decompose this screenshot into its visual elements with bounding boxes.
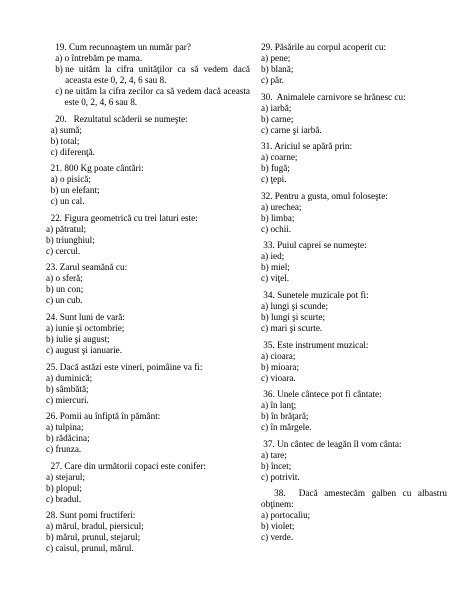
option-text: total; <box>60 135 80 146</box>
option-text: păr. <box>270 75 284 85</box>
option-text: ied; <box>270 251 285 262</box>
question-item <box>261 439 447 483</box>
answer-option <box>46 196 250 207</box>
answer-option <box>46 174 250 185</box>
option-letter: b) <box>261 262 271 273</box>
option-letter: a) <box>46 223 56 234</box>
option-letter: c) <box>46 146 61 157</box>
answer-option <box>46 125 250 136</box>
option-text: cioara; <box>270 350 296 361</box>
option-text: iunie şi octombrie; <box>55 322 125 333</box>
option-text: viţel. <box>270 273 290 284</box>
option-letter: a) <box>46 174 61 185</box>
option-text: triunghiul; <box>55 234 95 245</box>
question-stem: 37. Un cântec de leagăn îl vom cânta: <box>261 438 402 449</box>
option-letter: a) <box>261 251 271 262</box>
option-letter: b) <box>46 284 56 295</box>
option-text: mărul, bradul, piersicul; <box>55 521 144 532</box>
question-stem: 33. Puiul caprei se numeşte: <box>261 240 367 251</box>
question-item <box>261 240 447 284</box>
answer-option <box>46 86 250 108</box>
option-letter: c) <box>46 196 61 207</box>
question-item <box>261 389 447 433</box>
question-stem: 32. Pentru a gusta, omul foloseşte: <box>261 190 388 201</box>
answer-option <box>261 262 447 273</box>
question-item <box>261 42 447 86</box>
answer-option <box>261 400 447 411</box>
answer-option <box>261 422 447 433</box>
option-letter: c) <box>46 295 56 306</box>
option-letter: c) <box>261 471 271 482</box>
option-letter: c) <box>46 444 56 455</box>
option-letter: c) <box>261 422 271 433</box>
answer-option <box>46 384 250 395</box>
option-letter: b) <box>46 383 56 394</box>
option-letter: b) <box>261 521 271 532</box>
option-text: ochii. <box>270 223 292 234</box>
option-letter: c) <box>261 223 271 234</box>
option-letter: a) <box>261 53 271 63</box>
question-item <box>46 262 250 306</box>
option-letter: b) <box>46 532 56 543</box>
question-item <box>46 163 250 207</box>
option-letter: c) <box>46 86 65 96</box>
answer-option <box>261 532 447 543</box>
question-stem: 27. Care din următorii copaci este conifer: <box>46 460 206 471</box>
answer-option <box>261 472 447 483</box>
option-letter: a) <box>261 510 271 521</box>
question-item <box>46 114 250 158</box>
question-item <box>261 191 447 235</box>
answer-option <box>261 510 447 521</box>
option-text: vioara. <box>270 372 296 383</box>
option-letter: b) <box>46 333 56 344</box>
option-letter: b) <box>46 234 56 245</box>
option-letter: b) <box>261 64 271 74</box>
answer-option <box>261 103 447 114</box>
answer-option <box>261 125 447 136</box>
answer-option <box>46 521 250 532</box>
answer-option <box>46 246 250 257</box>
answer-option <box>46 273 250 284</box>
option-text: blană; <box>270 64 294 74</box>
option-letter: b) <box>261 163 271 174</box>
option-text: carne; <box>270 113 294 124</box>
option-letter: c) <box>46 543 56 554</box>
option-text: încet; <box>270 460 292 471</box>
question-stem: 30. Animalele carnivore se hrănesc cu: <box>261 91 406 102</box>
option-letter: c) <box>46 245 56 256</box>
option-text: sâmbătă; <box>55 383 89 394</box>
option-text: urechea; <box>270 201 302 212</box>
answer-option <box>261 351 447 362</box>
option-text: frunza. <box>55 444 82 455</box>
option-letter: b) <box>46 433 56 444</box>
question-stem: 20. Rezultatul scăderii se numeşte: <box>46 113 188 124</box>
option-letter: b) <box>46 482 56 493</box>
option-text: iarbă; <box>270 102 292 113</box>
answer-option <box>261 323 447 334</box>
option-text: bradul. <box>55 493 82 504</box>
option-letter: a) <box>261 152 271 163</box>
option-letter: b) <box>261 361 271 372</box>
option-letter: a) <box>46 422 56 433</box>
question-item <box>46 312 250 356</box>
question-item <box>46 213 250 257</box>
option-text: în lanţ; <box>270 400 297 411</box>
answer-option <box>46 395 250 406</box>
option-text: rădăcina; <box>55 433 90 444</box>
answer-option <box>261 411 447 422</box>
option-letter: c) <box>261 174 271 185</box>
question-stem: 22. Figura geometrică cu trei laturi este: <box>46 212 198 223</box>
answer-option <box>46 295 250 306</box>
option-letter: b) <box>261 311 271 322</box>
option-letter: a) <box>261 102 271 113</box>
answer-option <box>261 224 447 235</box>
option-letter: c) <box>261 124 271 135</box>
option-text: o întrebăm pe mama. <box>64 53 143 63</box>
option-text: mărul, prunul, stejarul; <box>55 532 141 543</box>
question-item <box>261 92 447 136</box>
option-text: limba; <box>270 212 295 223</box>
answer-option <box>261 202 447 213</box>
answer-option <box>46 373 250 384</box>
option-letter: a) <box>46 471 56 482</box>
answer-option <box>46 136 250 147</box>
option-text: un cal. <box>60 196 85 207</box>
answer-option <box>261 373 447 384</box>
option-letter: a) <box>46 124 61 135</box>
option-text: duminică; <box>55 372 93 383</box>
question-item <box>46 411 250 455</box>
option-letter: b) <box>261 212 271 223</box>
answer-option <box>261 64 447 75</box>
option-letter: c) <box>261 75 271 85</box>
question-item <box>261 340 447 384</box>
option-text: miel; <box>270 262 290 273</box>
option-letter: b) <box>46 135 61 146</box>
answer-option <box>261 213 447 224</box>
option-letter: a) <box>261 201 271 212</box>
answer-option <box>261 461 447 472</box>
option-text: lungi şi scurte; <box>270 311 326 322</box>
answer-option <box>46 323 250 334</box>
option-text: cercul. <box>55 245 81 256</box>
answer-option <box>46 224 250 235</box>
question-stem: 36. Unele cântece pot fi cântate: <box>261 389 382 400</box>
option-text: potrivit. <box>270 471 300 482</box>
option-text: un elefant; <box>60 185 100 196</box>
question-stem: 24. Sunt luni de vară: <box>46 311 125 322</box>
option-letter: a) <box>261 449 271 460</box>
option-text: violet; <box>270 521 295 532</box>
answer-option <box>46 284 250 295</box>
answer-option <box>261 273 447 284</box>
option-letter: c) <box>46 493 56 504</box>
question-item <box>261 141 447 185</box>
option-text: pătratul; <box>55 223 87 234</box>
option-text: un cub. <box>55 295 83 306</box>
question-stem: 19. Cum recunoaştem un număr par? <box>46 42 191 52</box>
answer-option <box>261 312 447 323</box>
question-stem: 28. Sunt pomi fructiferi: <box>46 510 136 521</box>
option-text: iulie şi august; <box>55 333 110 344</box>
option-letter: b) <box>261 460 271 471</box>
question-item <box>46 510 250 554</box>
option-text: pene; <box>270 53 291 63</box>
option-letter: b) <box>261 113 271 124</box>
answer-option <box>261 521 447 532</box>
question-stem: 23. Zarul seamănă cu: <box>46 262 128 273</box>
option-letter: a) <box>46 53 65 63</box>
option-letter: c) <box>261 322 271 333</box>
option-text: carne şi iarbă. <box>270 124 322 135</box>
option-text: ţepi. <box>270 174 287 185</box>
answer-option <box>261 251 447 262</box>
answer-option <box>261 301 447 312</box>
option-letter: a) <box>261 400 271 411</box>
answer-option <box>46 433 250 444</box>
question-item <box>261 290 447 334</box>
question-item <box>46 362 250 406</box>
option-letter: a) <box>46 322 56 333</box>
answer-option <box>46 345 250 356</box>
option-text: tulpina; <box>55 422 84 433</box>
option-text: ne uităm la cifra zecilor ca să vedem dacă aceasta este 0, 2, 4, 6 sau 8. <box>64 86 250 107</box>
option-letter: a) <box>46 372 56 383</box>
option-text: o sferă; <box>55 273 83 284</box>
option-text: verde. <box>270 532 294 543</box>
option-text: o pisică; <box>60 174 91 185</box>
question-stem: 21. 800 Kg poate cântări: <box>46 163 144 174</box>
option-text: diferenţă. <box>60 146 95 157</box>
answer-option <box>46 532 250 543</box>
option-letter: a) <box>46 521 56 532</box>
answer-option <box>46 444 250 455</box>
left-question-column <box>46 42 250 560</box>
option-letter: c) <box>261 532 271 543</box>
answer-option <box>46 64 250 86</box>
question-stem: 26. Pomii au înfiptă în pământ: <box>46 411 161 422</box>
option-letter: b) <box>46 64 66 74</box>
answer-option <box>46 483 250 494</box>
option-text: miercuri. <box>55 394 89 405</box>
option-text: un con; <box>55 284 84 295</box>
option-text: sumă; <box>60 124 82 135</box>
answer-option <box>261 53 447 64</box>
option-text: august şi ianuarie. <box>55 344 123 355</box>
question-item <box>46 42 250 108</box>
option-text: coarne; <box>270 152 298 163</box>
answer-option <box>46 543 250 554</box>
answer-option <box>261 152 447 163</box>
option-text: stejarul; <box>55 471 86 482</box>
option-text: plopul; <box>55 482 82 493</box>
option-text: lungi şi scunde; <box>270 300 329 311</box>
answer-option <box>261 362 447 373</box>
option-letter: c) <box>46 394 56 405</box>
answer-option <box>46 53 250 64</box>
option-text: ne uităm la cifra unităţilor ca să vedem dacă aceasta este 0, 2, 4, 6 sau 8. <box>65 64 250 85</box>
option-text: portocaliu; <box>270 510 311 521</box>
option-letter: c) <box>46 344 56 355</box>
answer-option <box>261 163 447 174</box>
answer-option <box>261 75 447 86</box>
question-item <box>261 488 450 543</box>
option-text: fugă; <box>270 163 290 174</box>
option-letter: c) <box>261 273 271 284</box>
option-text: mari şi scurte. <box>270 322 323 333</box>
option-letter: a) <box>261 300 271 311</box>
answer-option <box>46 147 250 158</box>
question-stem: 34. Sunetele muzicale pot fi: <box>261 289 369 300</box>
answer-option <box>261 114 447 125</box>
option-text: în brăţară; <box>270 411 309 422</box>
answer-option <box>46 472 250 483</box>
option-letter: c) <box>261 372 271 383</box>
answer-option <box>46 494 250 505</box>
question-stem: 29. Păsările au corpul acoperit cu: <box>261 42 387 52</box>
answer-option <box>261 174 447 185</box>
question-stem: 25. Dacă astăzi este vineri, poimâine va fi: <box>46 361 203 372</box>
option-text: mioara; <box>270 361 300 372</box>
answer-option <box>46 235 250 246</box>
answer-option <box>46 422 250 433</box>
answer-option <box>46 334 250 345</box>
option-letter: a) <box>261 350 271 361</box>
option-letter: a) <box>46 273 56 284</box>
right-question-column <box>261 42 450 549</box>
option-letter: b) <box>46 185 61 196</box>
answer-option <box>261 450 447 461</box>
question-stem: 31. Ariciul se apără prin: <box>261 141 353 152</box>
answer-option <box>46 185 250 196</box>
option-text: tare; <box>270 449 287 460</box>
option-text: în mărgele. <box>270 422 312 433</box>
question-stem: 38. Dacă amestecăm galben cu albastru obţinem: <box>261 488 450 510</box>
option-letter: b) <box>261 411 271 422</box>
option-text: caisul, prunul, mărul. <box>55 543 134 554</box>
question-item <box>46 461 250 505</box>
question-stem: 35. Este instrument muzical: <box>261 339 369 350</box>
